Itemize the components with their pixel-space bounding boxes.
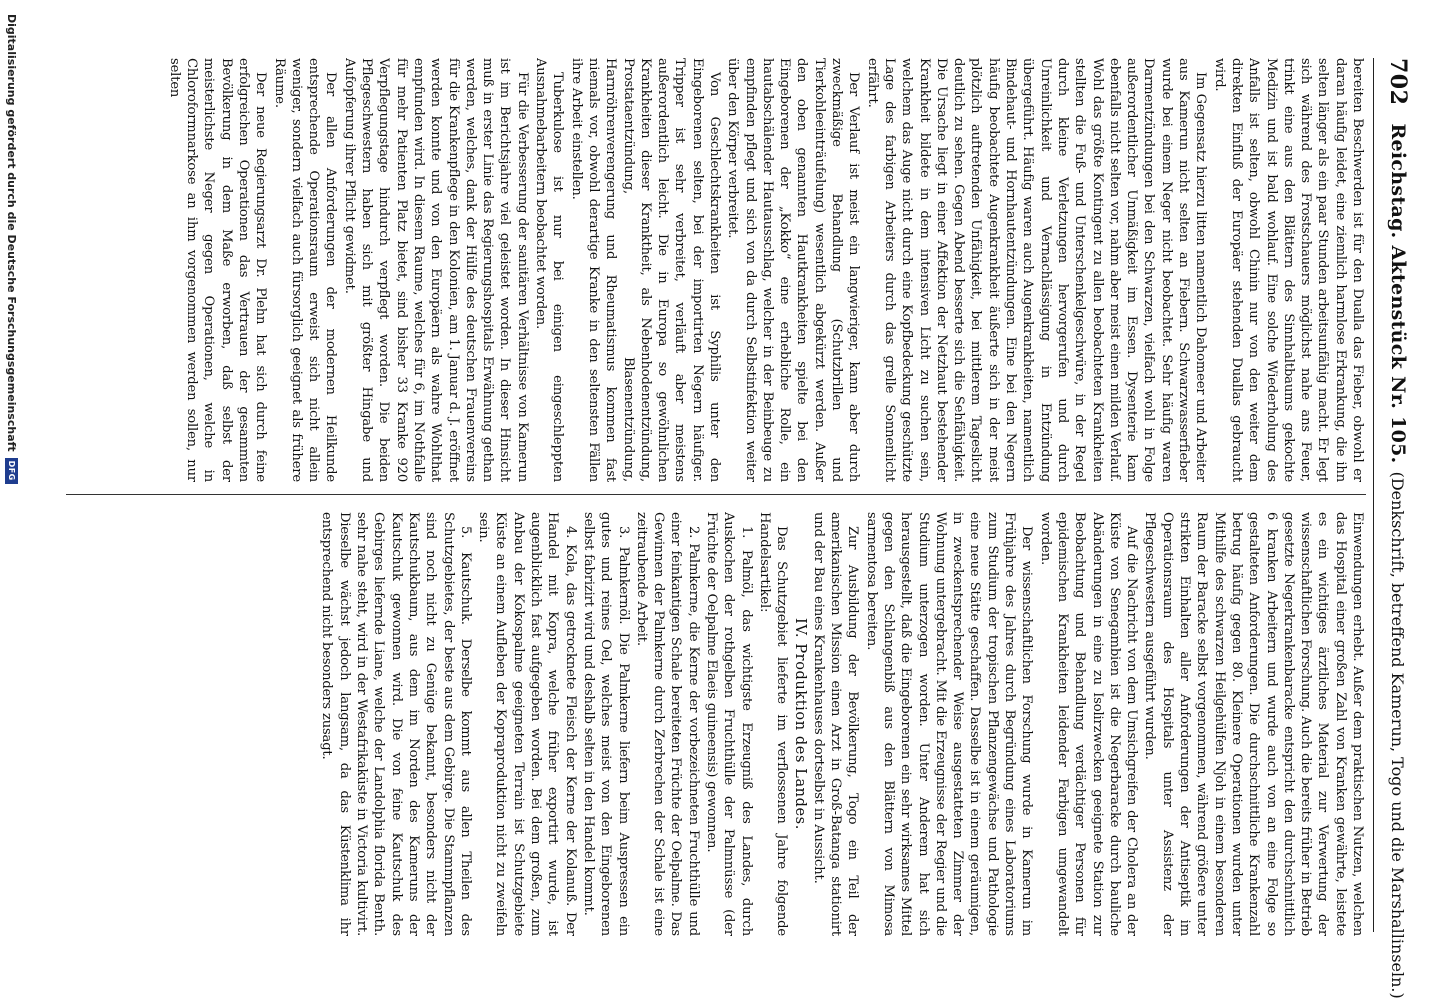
paragraph: Der wissenschaftlichen Forschung wurde in Kamerun im Frühjahre des Jahres durch Begründung eines Laboratoriums zum Studium der tropischen Pflanzengewächse und Pathologie eine neue Stätte geschaffen. Dasselbe ist in einem geräumigen, in zweckentsprechender Weise ausgestatteten Zimmer der Wohnung untergebracht. Mit die Erzeugnisse der Regier und die Studium unterzogen worden. Unter Anderem hat sich herausgestellt, daß die Eingeborenen ein sehr wirksames Mittel gegen den Schlangenbiß aus den Blättern von Mimosa sarmentosa bereiten. [863, 512, 1035, 936]
running-title: Reichstag. Aktenstück Nr. 105. [1387, 123, 1409, 464]
paragraph: Der allen Anforderungen der modernen Heilkunde entsprechende Operationsraum erweist sich nicht allein weniger, sondern vielfach auch fürsorglich geeignet als frühere Räume. [271, 58, 339, 482]
paragraph: Auf die Nachricht von dem Umsichgreifen der Cholera an der Küste von Senegambien ist die Negerbaracke durch bauliche Abänderungen in eine zu Isolirzwecken geeignete Station zur Beobachtung und Behandlung verdächtiger Personen für epidemischen Krankheiten leidender Farbigen umgewandelt worden. [1037, 512, 1140, 936]
right-column [76, 512, 1366, 936]
digitization-credit [4, 14, 20, 614]
running-subtitle: (Denkschrift, betreffend Kamerun, Togo und die Marshallinseln.) [1388, 471, 1408, 999]
list-item: 1. Palmöl, das wichtigste Erzeugniß des Landes, durch Auskochen der rothgelben Fruchthülle der Palmnüsse (der Früchte der Oelpalme Elaeis guineensis) gewonnen. [704, 512, 754, 936]
paragraph: bereiten Beschwerden ist für den Dualla das Fieber, obwohl er daran häufig leidet, eine ziemlich harmlose Erkrankung, die ihn selten länger als ein paar Stunden arbeitsunfähig macht. Er legt sich während des Frostschauers möglichst nahe ans Feuer, trinkt eine aus den Blättern des Sinnhaltbaums gekochte Medizin und ist bald wohlauf. Eine solche Wiederholung des Anfalls ist selten, obwohl Chinin nur von den weiter dem direkten Einfluß der Europäer stehenden Duallas gebraucht wird. [1211, 58, 1365, 482]
list-item: 2. Palmkerne, die Kerne der vorbezeichneten Fruchthülle und einer feinkantigen Schale bereiteten Früchte der Oelpalme. Das Gewinnen der Palmkerne durch Zerbrechen der Schale ist eine zeitraubende Arbeit. [633, 512, 701, 936]
paragraph: Das Schutzgebiet lieferte im verflossenen Jahre folgende Handelsartikel: [756, 512, 790, 936]
paragraph: Der neue Regierungsarzt Dr. Plehn hat sich durch feine erfolgreichen Operationen das Vertrauen der gesammten Bevölkerung in dem Maße erworben, daß selbst der meisterlichste Neger gegen Operationen, welche in Chloroformnarkose an ihm vorgenommen werden sollen, nur selten [166, 58, 269, 482]
credit-text: Digitalisierung gefördert durch die Deutsche Forschungsgemeinschaft [5, 14, 19, 452]
page-number: 702 [1385, 58, 1411, 106]
section-heading: IV. Produktion des Landes. [792, 618, 809, 830]
paragraph: Von Geschlechtskrankheiten ist Syphilis unter den Eingeborenen selten, bei der importirten Negern häufiger. Tripper ist sehr verbreitet, verläuft aber meistens außerordentlich leicht. Die in Europa so gewöhnlichen Krankheiten dieser Kranktheit, als Nebenhodenentzündung, Prostataentzündung, Blasenentzündung, Harnröhrenverengerung und Rheumatismus kommen fast niemals vor, obwohl derartige Kranke in den seltensten Fällen ihre Arbeit einstellen. [568, 58, 723, 482]
paragraph: Im Gegensatz hierzu litten namentlich Dahomeer und Arbeiter aus Kamerun nicht selten an Fiebern. Schwarzwasserfieber wurde bei einem Neger nicht beobachtet. Sehr häufig waren Darmentzündungen bei den Schwarzen, vielfach wohl in Folge außerordentlicher Unmäßigkeit im Essen. Dysenterie kam ebenfalls nicht selten vor, nahm aber meist einen milden Verlauf. Wohl das größte Kontingent zu allen beobachteten Krankheiten stellten die Fuß- und Unterschenkelgeschwüre, in der Regel durch kleine Verletzungen hervorgerufen und durch Unreinlichkeit und Vernachlässigung in Entzündung übergeführt. Häufig waren auch Augenkrankheiten, namentlich Bindehaut- und Hornhautentzündungen. Eine bei den Negern häufig beobachtete Augenkrankheit äußerte sich in der meist plötzlich auftretenden Unfähigkeit, bei mittlerem Tageslicht deutlich zu sehen. Gegen Abend besserte sich die Sehfähigkeit. Die Ursache liegt in einer Affektion der Netzhaut bestehender Krankheit bildete in dem intensiven Licht zu suchen sein, welchem das Auge nicht durch eine Kopfbedeckung geschützte Lage des farbigen Arbeiters durch das grelle Sonnenlicht erfährt. [864, 58, 1209, 482]
list-item: 5. Kautschuk. Derselbe kommt aus allen Theilen des Schutzgebietes, der beste aus dem Gebirge. Die Stammpflanzen sind noch nicht zu Genüge bekannt, besonders nicht der Kautschukbaum, aus dem im Norden des Kameruns der Kautschuk gewonnen wird. Die von feine Kautschuk des Gebirges liefernde Liane, welche der Landolphia florida Benth. sehr nahe steht, wird in der Westafrikaküste in Victoria kultivirt. Dieselbe wächst jedoch langsam, da das Küstenklima ihr entsprechend nicht besonders zusagt. [319, 512, 473, 936]
paragraph: Für die Verbesserung der sanitären Verhältnisse von Kamerun ist im Berichtsjahre viel geleistet worden. In dieser Hinsicht muß in erster Linie das Regierungshospitals Erwähnung gethan werden, welches, dank der Hülfe des deutschen Frauenvereins für die Krankenpflege in den Kolonien, am 1. Januar d. J. eröffnet werden konnte und von den Europäern als wahre Wohlthat empfunden wird. In diesem Raume, welches für 6, im Nothfalle für mehr Patienten Platz bietet, sind bisher 33 Kranke 920 Verpflegungstage hindurch verpflegt worden. Die beiden Pflegeschwestern haben sich mit größter Hingabe und Aufopferung ihrer Pflicht gewidmet. [341, 58, 530, 482]
left-column [76, 58, 1366, 482]
column-divider [66, 494, 1366, 495]
list-item: 3. Palmkernöl. Die Palmkerne liefern beim Auspressen ein gutes und reines Oel, welches meist von den Eingeborenen selbst fabrizirt wird und deshalb selten in den Handel kommt. [580, 512, 631, 936]
paragraph: Der Verlauf ist meist ein langwieriger, kann aber durch zweckmäßige Behandlung (Schutzbrillen und Tierkohleeinträufelung) wesentlich abgekürzt werden. Außer den oben genannten Hautkrankheiten spielte bei den Eingeborenen der „Kokko“ eine erhebliche Rolle, ein hautabschälender Hautausschlag, welcher in der Beinbeuge zu empfinden pflegt und sich von da durch Selbstinfektion weiter über den Körper verbreitet. [725, 58, 862, 482]
paragraph: Einwendungen erhebt. Außer dem praktischen Nutzen, welchen das Hospital einer großen Zahl von Kranken gewährte, leistete es ein wichtiges ärztliches Material zur Verwertung der wissenschaftlichen Forschung. Auch die bereits früher in Betrieb gesetzte Negerkrankenbaracke entspricht den durchschnittlich 6 kranken Arbeitern und wurde auch von an eine Folge so gestalteten Anforderungen. Die durchschnittliche Krankenzahl betrug häufig gegen 80. Kleinere Operationen wurden unter Mithilfe des schwarzen Heilgehülfen Njoh in einem besonderen Raum der Baracke selbst vorgenommen, während größere unter strikten Einhalten aller Anforderungen der Antiseptik im Operationsraum des Hospitals unter Assistenz der Pflegeschwestern ausgeführt wurden. [1142, 512, 1365, 936]
list-item: 4. Kola, das getrocknete Fleisch der Kerne der Kolanuß. Der Handel mit Kopra, welche früher exportirt wurde, ist augenblicklich fast aufgegeben worden. Bei dem großen, zum Anbau der Kokospalme geeigneten Terrain ist Schutzgebiete Küste an einem Aufleben der Kopraproduktion nicht zu zweifeln sein. [476, 512, 578, 936]
dfg-logo: DFG [6, 458, 19, 484]
page-header [1373, 58, 1422, 999]
paragraph: Tuberkulose ist nur bei einigen eingeschleppten Ausnahmebarbeitern beobachtet worden. [533, 58, 566, 482]
paragraph: Zur Ausbildung der Bevölkerung, Togo ein Teil der amerikanischen Mission einen Arzt in Groß-Batanga stationirt und der Bau eines Krankenhauses dortselbst in Aussicht. [810, 512, 861, 936]
